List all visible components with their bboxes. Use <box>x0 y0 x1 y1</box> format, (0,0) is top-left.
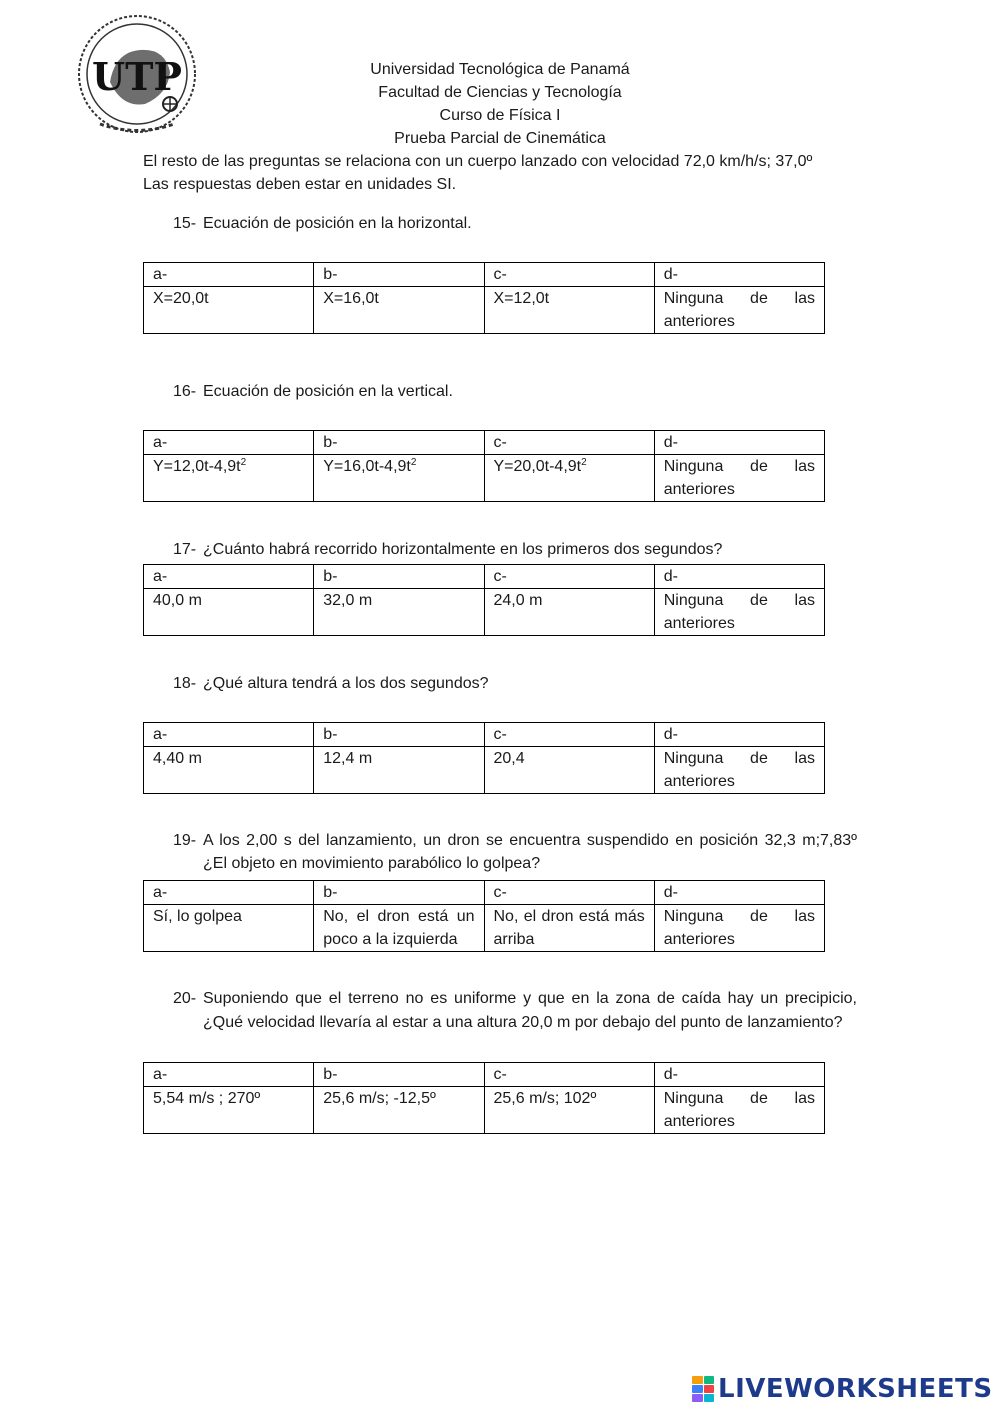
options-label-row <box>144 263 825 287</box>
option-label-c: c- <box>484 263 654 287</box>
option-label-a: a- <box>144 723 314 747</box>
question-text: A los 2,00 s del lanzamiento, un dron se encuentra suspendido en posición 32,3 m;7,83º ¿El objeto en movimiento parabólico lo golpea? <box>203 832 857 872</box>
question-text: Suponiendo que el terreno no es uniforme y que en la zona de caída hay un precipicio, ¿Qué velocidad llevaría al estar a una altura 20,0 m por debajo del punto de lanzamiento? <box>203 990 857 1031</box>
options-table-18 <box>143 722 825 794</box>
option-label-b: b- <box>314 881 484 905</box>
option-a[interactable] <box>144 455 314 502</box>
intro-line: Las respuestas deben estar en unidades SI. <box>143 176 457 193</box>
options-value-row <box>144 455 825 502</box>
logo-tile <box>704 1385 715 1393</box>
liveworksheets-logo-icon <box>692 1376 714 1402</box>
options-label-row <box>144 723 825 747</box>
option-label-b: b- <box>314 431 484 455</box>
options-value-row <box>144 287 825 334</box>
option-b[interactable]: 12,4 m <box>314 747 484 794</box>
option-d[interactable]: Ninguna de las anteriores <box>654 905 824 952</box>
question-number: 19- <box>173 832 197 849</box>
option-label-d: d- <box>654 565 824 589</box>
option-d[interactable]: Ninguna de las anteriores <box>654 747 824 794</box>
header-exam-title: Prueba Parcial de Cinemática <box>394 130 606 147</box>
svg-text:UTP: UTP <box>92 54 182 99</box>
options-table-20 <box>143 1062 825 1134</box>
logo-tile <box>692 1385 703 1393</box>
question-text: Ecuación de posición en la vertical. <box>203 383 453 400</box>
question-17 <box>173 538 857 561</box>
option-d[interactable]: Ninguna de las anteriores <box>654 1087 824 1134</box>
header-university: Universidad Tecnológica de Panamá <box>370 61 630 78</box>
options-label-row <box>144 565 825 589</box>
option-a[interactable]: X=20,0t <box>144 287 314 334</box>
option-c[interactable]: No, el dron está más arriba <box>484 905 654 952</box>
option-label-d: d- <box>654 263 824 287</box>
option-label-b: b- <box>314 565 484 589</box>
option-label-c: c- <box>484 431 654 455</box>
question-20 <box>173 987 857 1035</box>
question-18 <box>173 672 857 695</box>
option-label-d: d- <box>654 1063 824 1087</box>
option-c-text: Y=20,0t-4,9t <box>493 458 582 475</box>
option-c[interactable]: 25,6 m/s; 102º <box>484 1087 654 1134</box>
question-number: 18- <box>173 675 197 692</box>
option-b[interactable]: 25,6 m/s; -12,5º <box>314 1087 484 1134</box>
question-number: 16- <box>173 383 197 400</box>
option-b-text: Y=16,0t-4,9t <box>323 458 411 475</box>
options-table-15 <box>143 262 825 334</box>
question-15 <box>173 212 857 235</box>
header-course: Curso de Física I <box>439 107 561 124</box>
option-label-c: c- <box>484 565 654 589</box>
options-label-row <box>144 431 825 455</box>
option-label-a: a- <box>144 881 314 905</box>
option-b[interactable]: 32,0 m <box>314 589 484 636</box>
exponent: 2 <box>240 457 247 468</box>
option-c[interactable]: X=12,0t <box>484 287 654 334</box>
options-value-row <box>144 747 825 794</box>
liveworksheets-brand[interactable] <box>692 1374 993 1404</box>
options-value-row <box>144 589 825 636</box>
logo-tile <box>704 1394 715 1402</box>
option-label-b: b- <box>314 723 484 747</box>
option-a[interactable]: Sí, lo golpea <box>144 905 314 952</box>
options-value-row <box>144 1087 825 1134</box>
question-number: 15- <box>173 215 197 232</box>
document-header <box>0 58 1000 150</box>
options-label-row <box>144 881 825 905</box>
options-label-row <box>144 1063 825 1087</box>
option-label-b: b- <box>314 263 484 287</box>
option-label-d: d- <box>654 431 824 455</box>
option-c[interactable] <box>484 455 654 502</box>
question-text: ¿Cuánto habrá recorrido horizontalmente en los primeros dos segundos? <box>203 541 723 558</box>
question-number: 17- <box>173 541 197 558</box>
logo-tile <box>704 1376 715 1384</box>
options-value-row <box>144 905 825 952</box>
option-b[interactable]: X=16,0t <box>314 287 484 334</box>
option-label-b: b- <box>314 1063 484 1087</box>
question-text: Ecuación de posición en la horizontal. <box>203 215 472 232</box>
exponent: 2 <box>581 457 587 468</box>
option-label-a: a- <box>144 565 314 589</box>
question-19 <box>173 829 857 875</box>
option-label-a: a- <box>144 1063 314 1087</box>
question-text: ¿Qué altura tendrá a los dos segundos? <box>203 675 489 692</box>
option-d[interactable]: Ninguna de las anteriores <box>654 287 824 334</box>
option-a[interactable]: 4,40 m <box>144 747 314 794</box>
option-label-a: a- <box>144 263 314 287</box>
option-label-d: d- <box>654 723 824 747</box>
option-d[interactable]: Ninguna de las anteriores <box>654 455 824 502</box>
options-table-16 <box>143 430 825 502</box>
option-label-d: d- <box>654 881 824 905</box>
option-c[interactable]: 20,4 <box>484 747 654 794</box>
intro-text <box>143 150 863 196</box>
question-16 <box>173 380 857 403</box>
question-number: 20- <box>173 990 197 1007</box>
option-a-text: Y=12,0t-4,9t <box>153 458 241 475</box>
intro-line: El resto de las preguntas se relaciona con un cuerpo lanzado con velocidad 72,0 km/h/s; 37,0º <box>143 153 813 170</box>
logo-tile <box>692 1376 703 1384</box>
option-a[interactable]: 5,54 m/s ; 270º <box>144 1087 314 1134</box>
header-faculty: Facultad de Ciencias y Tecnología <box>378 84 622 101</box>
logo-tile <box>692 1394 703 1402</box>
option-label-c: c- <box>484 1063 654 1087</box>
option-label-c: c- <box>484 881 654 905</box>
option-b[interactable] <box>314 455 484 502</box>
option-label-a: a- <box>144 431 314 455</box>
option-c[interactable]: 24,0 m <box>484 589 654 636</box>
option-d[interactable]: Ninguna de las anteriores <box>654 589 824 636</box>
option-a[interactable]: 40,0 m <box>144 589 314 636</box>
option-label-c: c- <box>484 723 654 747</box>
option-b[interactable]: No, el dron está un poco a la izquierda <box>314 905 484 952</box>
brand-text: LIVEWORKSHEETS <box>718 1373 993 1404</box>
exponent: 2 <box>410 457 417 468</box>
options-table-19 <box>143 880 825 952</box>
options-table-17 <box>143 564 825 636</box>
